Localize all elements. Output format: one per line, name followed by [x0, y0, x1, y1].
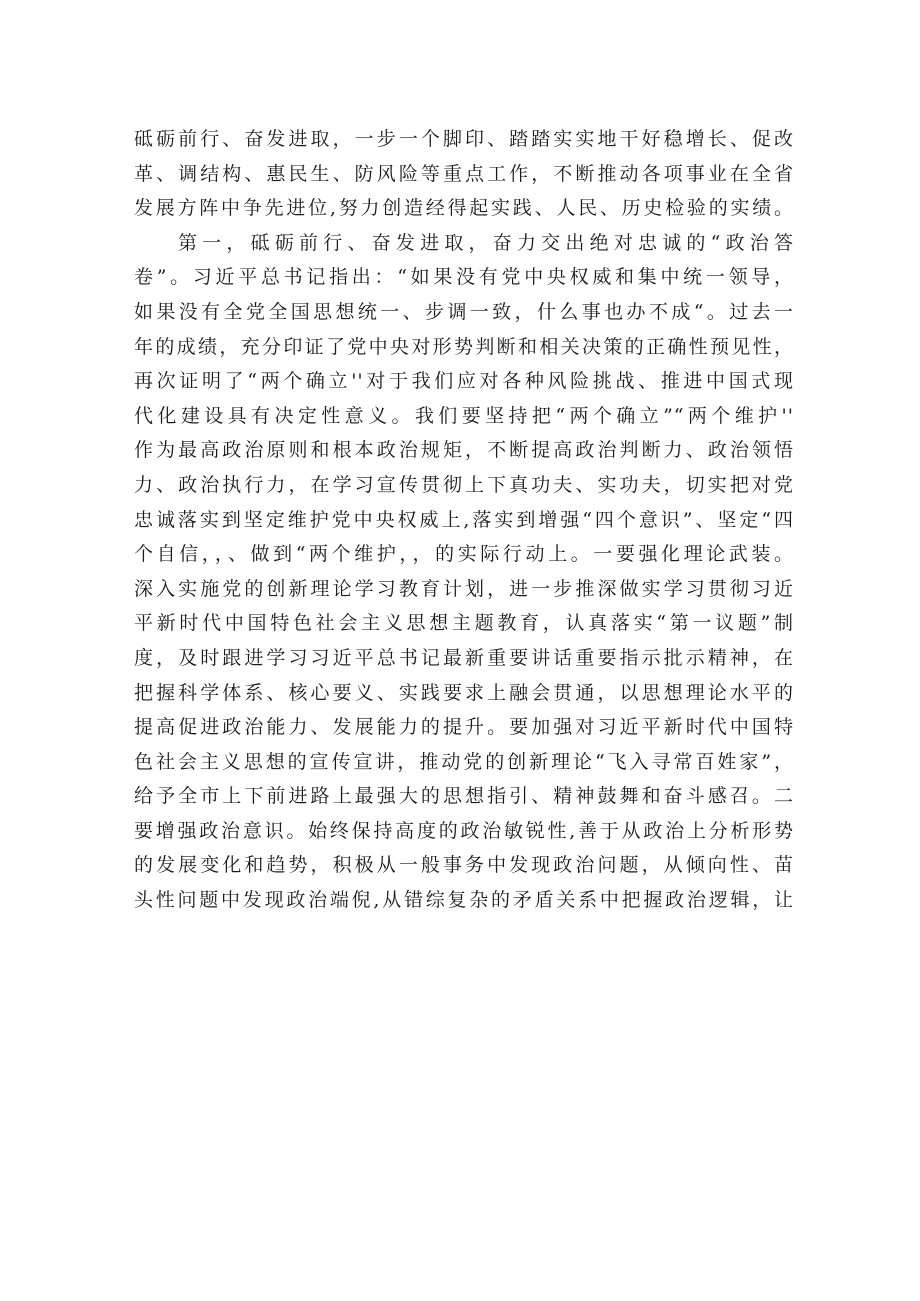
- text-line: 个自信，，、做到“两个维护，，的实际行动上。一要强化理论武装。: [134, 543, 794, 566]
- text-line: 要增强政治意识。始终保持高度的政治敏锐性,善于从政治上分析形势: [134, 819, 794, 842]
- text-line: 给予全市上下前进路上最强大的思想指引、精神鼓舞和奋斗感召。二: [134, 785, 794, 808]
- text-line: 第一，砥砺前行、奋发进取，奋力交出绝对忠诚的“政治答: [178, 231, 794, 254]
- text-line: 力、政治执行力，在学习宣传贯彻上下真功夫、实功夫，切实把对党: [134, 473, 794, 496]
- text-line: 头性问题中发现政治端倪,从错综复杂的矛盾关系中把握政治逻辑，让: [134, 889, 794, 912]
- text-line: 作为最高政治原则和根本政治规矩，不断提高政治判断力、政治领悟: [134, 439, 794, 462]
- text-line: 提高促进政治能力、发展能力的提升。要加强对习近平新时代中国特: [134, 716, 794, 739]
- text-line: 的发展变化和趋势，积极从一般事务中发现政治问题，从倾向性、苗: [134, 854, 794, 877]
- text-line: 色社会主义思想的宣传宣讲，推动党的创新理论“飞入寻常百姓家”，: [134, 750, 794, 773]
- text-line: 深入实施党的创新理论学习教育计划，进一步推深做实学习贯彻习近: [134, 577, 794, 600]
- text-line: 年的成绩，充分印证了党中央对形势判断和相关决策的正确性预见性，: [134, 335, 794, 358]
- text-line: 平新时代中国特色社会主义思想主题教育，认真落实“第一议题”制: [134, 612, 794, 635]
- text-line: 再次证明了“两个确立''对于我们应对各种风险挑战、推进中国式现: [134, 370, 794, 393]
- text-line: 砥砺前行、奋发进取，一步一个脚印、踏踏实实地干好稳增长、促改: [134, 128, 794, 150]
- text-line: 卷”。习近平总书记指出：“如果没有党中央权威和集中统一领导，: [134, 266, 794, 289]
- text-line: 代化建设具有决定性意义。我们要坚持把“两个确立”“两个维护'': [134, 404, 794, 427]
- body-text: [134, 122, 794, 918]
- text-line: 忠诚落实到坚定维护党中央权威上,落实到增强“四个意识”、坚定“四: [134, 508, 794, 531]
- text-line: 如果没有全党全国思想统一、步调一致，什么事也办不成“。过去一: [134, 300, 794, 323]
- text-line: 革、调结构、惠民生、防风险等重点工作，不断推动各项事业在全省: [134, 162, 794, 185]
- text-line: 发展方阵中争先进位,努力创造经得起实践、人民、历史检验的实绩。: [134, 197, 794, 220]
- text-line: 把握科学体系、核心要义、实践要求上融会贯通，以思想理论水平的: [134, 681, 794, 704]
- text-line: 度，及时跟进学习习近平总书记最新重要讲话重要指示批示精神，在: [134, 646, 794, 669]
